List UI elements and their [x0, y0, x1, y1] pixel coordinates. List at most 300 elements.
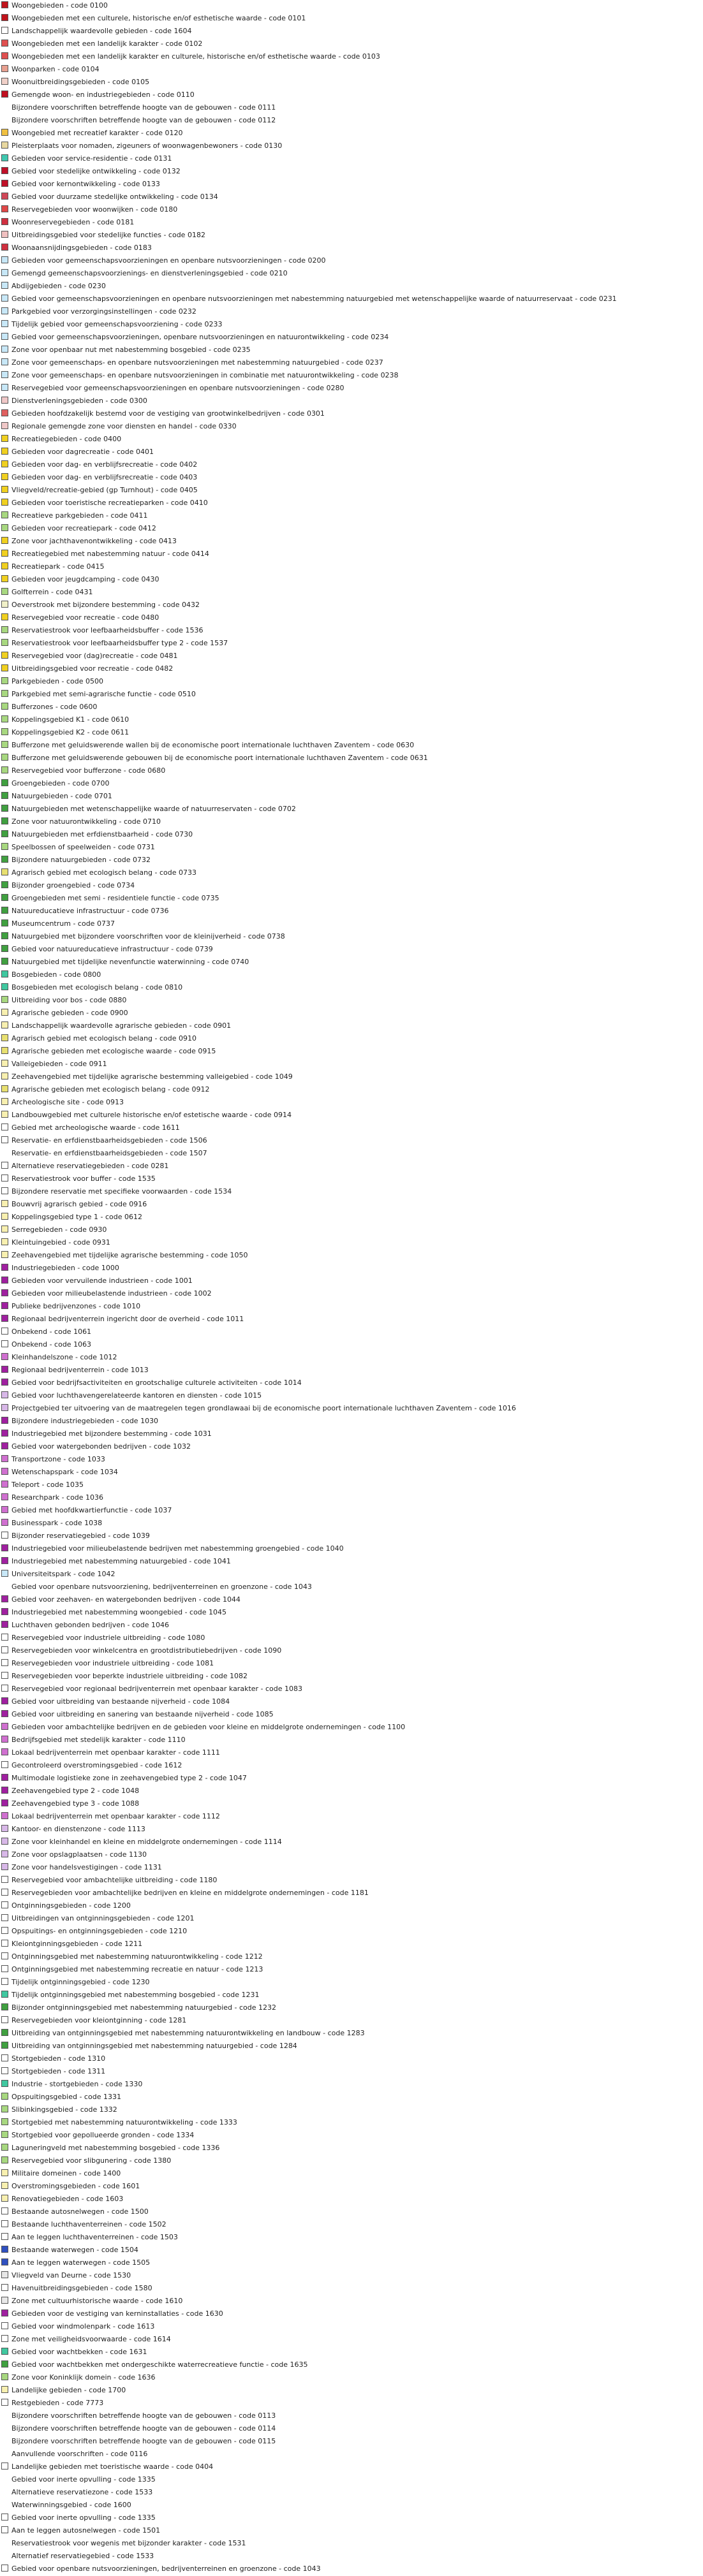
legend-swatch-icon: [1, 639, 8, 646]
legend-item: [0, 242, 703, 254]
legend-item-label: Regionaal bedrijventerrein ingericht door de overheid - code 1011: [11, 1315, 244, 1323]
legend-item: [0, 969, 703, 981]
legend-swatch-icon: [1, 588, 8, 595]
legend-item: [0, 166, 703, 177]
legend-item: [0, 1301, 703, 1312]
legend-item-label: Industriegebied met bijzondere bestemming - code 1031: [11, 1430, 212, 1438]
legend-item-label: Overstromingsgebieden - code 1601: [11, 2182, 140, 2190]
legend-item: [0, 2270, 703, 2281]
legend-item: [0, 26, 703, 37]
legend-item: [0, 1262, 703, 1274]
legend-item: [0, 1224, 703, 1236]
legend-item-label: Industrie - stortgebieden - code 1330: [11, 2080, 143, 2088]
legend-item: [0, 230, 703, 241]
legend-swatch-icon: [1, 1404, 8, 1411]
legend-item: [0, 1887, 703, 1899]
legend-item-label: Bufferzone met geluidswerende gebouwen bij de economische poort internationale luchthaven Zaventem - code 0631: [11, 754, 428, 762]
legend-swatch-icon: [1, 945, 8, 952]
legend-item: [0, 650, 703, 662]
legend-item-label: Zone met veiligheidsvoorwaarde - code 1614: [11, 2335, 171, 2343]
legend-swatch-icon: [1, 1111, 8, 1118]
legend-item-label: Gebied voor uitbreiding van bestaande nijverheid - code 1084: [11, 1697, 230, 1706]
legend-item-label: Speelbossen of speelweiden - code 0731: [11, 843, 155, 851]
legend-swatch-icon: [1, 1468, 8, 1475]
legend-swatch-icon: [1, 142, 8, 149]
legend-item-label: Reservegebieden voor industriele uitbreiding - code 1081: [11, 1659, 214, 1667]
legend-swatch-icon: [1, 40, 8, 47]
legend-item-label: Zone voor gemeenschaps- en openbare nutsvoorzieningen in combinatie met natuurontwikkeling - code 0238: [11, 371, 399, 379]
legend-item: [0, 2028, 703, 2039]
legend-swatch-icon: [1, 116, 8, 123]
legend-item: [0, 1467, 703, 1478]
legend-item-label: Wetenschapspark - code 1034: [11, 1468, 118, 1476]
legend-item: [0, 2015, 703, 2026]
legend-swatch-icon: [1, 1710, 8, 1717]
legend-item-label: Abdijgebieden - code 0230: [11, 282, 106, 290]
legend-swatch-icon: [1, 2105, 8, 2112]
legend-item: [0, 1505, 703, 1516]
legend-item: [0, 1964, 703, 1975]
legend-item: [0, 816, 703, 828]
legend-item: [0, 663, 703, 675]
legend-item: [0, 574, 703, 585]
legend-item-label: Tijdelijk ontginningsgebied - code 1230: [11, 1978, 150, 1986]
legend-swatch-icon: [1, 2042, 8, 2049]
legend-item-label: Bestaande luchthaventerreinen - code 1502: [11, 2220, 166, 2228]
legend-item-label: Gebied voor luchthavengerelateerde kantoren en diensten - code 1015: [11, 1391, 262, 1400]
legend-swatch-icon: [1, 932, 8, 939]
legend-item-label: Havenuitbreidingsgebieden - code 1580: [11, 2284, 152, 2292]
legend-swatch-icon: [1, 766, 8, 773]
legend-swatch-icon: [1, 1391, 8, 1398]
legend-item-label: Zone voor openbaar nut met nabestemming bosgebied - code 0235: [11, 346, 251, 354]
legend-item-label: Vliegveld/recreatie-gebied (gp Turnhout) - code 0405: [11, 486, 198, 494]
legend-item: [0, 1352, 703, 1363]
legend-item: [0, 740, 703, 751]
legend-item-label: Zone voor opslagplaatsen - code 1130: [11, 1850, 147, 1859]
legend-item: [0, 319, 703, 330]
legend-item-label: Transportzone - code 1033: [11, 1455, 105, 1463]
legend-item: [0, 115, 703, 126]
legend-item-label: Aan te leggen autosnelwegen - code 1501: [11, 2526, 161, 2535]
legend-item-label: Gebieden voor dagrecreatie - code 0401: [11, 448, 154, 456]
legend-item: [0, 332, 703, 343]
legend-item-label: Kantoor- en dienstenzone - code 1113: [11, 1825, 145, 1833]
legend-swatch-icon: [1, 601, 8, 608]
legend-swatch-icon: [1, 1021, 8, 1028]
legend-swatch-icon: [1, 1175, 8, 1182]
legend-item-label: Archeologische site - code 0913: [11, 1098, 124, 1106]
legend-swatch-icon: [1, 958, 8, 965]
legend-item: [0, 1926, 703, 1937]
legend-item-label: Gebied voor gemeenschapsvoorzieningen en openbare nutsvoorzieningen met nabestemming natuurgebied met wetenschappelijke waarde of natuurreservaat - code 0231: [11, 295, 617, 303]
legend-item: [0, 561, 703, 573]
legend-item: [0, 2117, 703, 2128]
legend-item-label: Landbouwgebied met culturele historische en/of estetische waarde - code 0914: [11, 1111, 292, 1119]
legend-item-label: Bijzondere industriegebieden - code 1030: [11, 1417, 159, 1425]
legend-swatch-icon: [1, 2437, 8, 2444]
legend-swatch-icon: [1, 2335, 8, 2342]
legend-item: [0, 2448, 703, 2460]
legend-item: [0, 2499, 703, 2511]
legend-item-label: Reservegebied voor bufferzone - code 0680: [11, 766, 166, 775]
legend-item: [0, 1977, 703, 1988]
legend-swatch-icon: [1, 983, 8, 990]
legend-swatch-icon: [1, 1723, 8, 1730]
legend-swatch-icon: [1, 1417, 8, 1424]
legend-swatch-icon: [1, 2386, 8, 2393]
legend-item: [0, 2359, 703, 2371]
legend-swatch-icon: [1, 1264, 8, 1271]
legend-swatch-icon: [1, 907, 8, 914]
legend-item: [0, 2474, 703, 2485]
legend-swatch-icon: [1, 1085, 8, 1092]
legend-swatch-icon: [1, 1646, 8, 1653]
legend-swatch-icon: [1, 2501, 8, 2508]
legend-item: [0, 140, 703, 152]
legend-item: [0, 1569, 703, 1580]
legend-item-label: Restgebieden - code 7773: [11, 2399, 104, 2407]
legend-swatch-icon: [1, 1277, 8, 1284]
legend-item-label: Agrarisch gebied met ecologisch belang - code 0733: [11, 868, 197, 877]
legend-item: [0, 1288, 703, 1299]
legend-item-label: Stortgebied voor gepollueerde gronden - code 1334: [11, 2131, 195, 2139]
legend-item: [0, 2168, 703, 2179]
legend-item-label: Teleport - code 1035: [11, 1481, 84, 1489]
legend-item-label: Gebied voor kernontwikkeling - code 0133: [11, 180, 160, 188]
legend-swatch-icon: [1, 1838, 8, 1845]
legend-item-label: Natuurgebied met bijzondere voorschriften voor de kleinijverheid - code 0738: [11, 932, 285, 940]
legend-item-label: Uitbreidingen van ontginningsgebieden - code 1201: [11, 1914, 195, 1922]
legend-swatch-icon: [1, 1570, 8, 1577]
legend-item-label: Reservegebieden voor winkelcentra en grootdistributiebedrijven - code 1090: [11, 1646, 282, 1655]
legend-item: [0, 2283, 703, 2294]
legend-item: [0, 38, 703, 50]
legend-swatch-icon: [1, 856, 8, 863]
legend-item-label: Natuurgebieden met erfdienstbaarheid - code 0730: [11, 830, 193, 838]
legend-swatch-icon: [1, 1289, 8, 1296]
legend-swatch-icon: [1, 2526, 8, 2533]
legend-item-label: Stortgebieden - code 1310: [11, 2054, 106, 2063]
legend-item-label: Reservegebied voor gemeenschapsvoorzieningen en openbare nutsvoorzieningen - code 0280: [11, 384, 344, 392]
legend-item-label: Gecontroleerd overstromingsgebied - code 1612: [11, 1761, 182, 1769]
legend-item: [0, 306, 703, 318]
legend-item-label: Onbekend - code 1063: [11, 1340, 92, 1349]
legend-item-label: Gebied voor duurzame stedelijke ontwikkeling - code 0134: [11, 193, 218, 201]
legend-item: [0, 1428, 703, 1440]
legend-swatch-icon: [1, 103, 8, 110]
legend-item: [0, 1173, 703, 1185]
legend-swatch-icon: [1, 422, 8, 429]
legend-swatch-icon: [1, 2246, 8, 2253]
legend-item: [0, 918, 703, 930]
legend-item-label: Gebieden voor dag- en verblijfsrecreatie - code 0403: [11, 473, 198, 481]
legend-item: [0, 2372, 703, 2383]
legend-item: [0, 383, 703, 394]
legend-item-label: Dienstverleningsgebieden - code 0300: [11, 397, 147, 405]
legend-item-label: Bestaande autosnelwegen - code 1500: [11, 2207, 149, 2216]
legend-item: [0, 867, 703, 879]
legend-swatch-icon: [1, 2399, 8, 2406]
legend-swatch-icon: [1, 435, 8, 442]
legend-item: [0, 1760, 703, 1771]
legend-swatch-icon: [1, 1366, 8, 1373]
legend-swatch-icon: [1, 1876, 8, 1883]
legend-item-label: Koppelingsgebied K2 - code 0611: [11, 728, 130, 736]
legend-swatch-icon: [1, 2003, 8, 2010]
legend-item-label: Woonparken - code 0104: [11, 65, 100, 73]
legend-item-label: Reservegebied voor ambachtelijke uitbreiding - code 1180: [11, 1876, 218, 1884]
legend-swatch-icon: [1, 1965, 8, 1972]
legend-item-label: Tijdelijk ontginningsgebied met nabestemming bosgebied - code 1231: [11, 1991, 260, 1999]
legend-item-label: Natuurgebied met tijdelijke nevenfunctie waterwinning - code 0740: [11, 958, 249, 966]
legend-item-label: Uitbreiding voor bos - code 0880: [11, 996, 127, 1004]
legend-item: [0, 536, 703, 547]
legend-item: [0, 587, 703, 598]
legend-swatch-icon: [1, 2016, 8, 2023]
legend-item: [0, 1390, 703, 1401]
legend-item-label: Slibinkingsgebied - code 1332: [11, 2105, 117, 2114]
legend-swatch-icon: [1, 2029, 8, 2036]
legend-item: [0, 2244, 703, 2256]
legend-item-label: Aanvullende voorschriften - code 0116: [11, 2450, 148, 2458]
legend-item: [0, 1033, 703, 1044]
legend-swatch-icon: [1, 1340, 8, 1347]
legend-item: [0, 2385, 703, 2396]
legend-item: [0, 1734, 703, 1746]
legend-swatch-icon: [1, 1060, 8, 1067]
legend-item-label: Uitbreiding van ontginningsgebied met nabestemming natuurontwikkeling en landbouw - code 1283: [11, 2029, 365, 2037]
legend-item-label: Reservegebieden voor kleiontginning - code 1281: [11, 2016, 187, 2024]
legend-item: [0, 255, 703, 267]
legend-swatch-icon: [1, 2411, 8, 2419]
legend-swatch-icon: [1, 1608, 8, 1615]
legend-item: [0, 842, 703, 853]
legend-item-label: Aan te leggen luchthaventerreinen - code 1503: [11, 2233, 178, 2241]
legend-swatch-icon: [1, 256, 8, 263]
legend-item: [0, 944, 703, 955]
legend-item-label: Businesspark - code 1038: [11, 1519, 103, 1527]
legend-swatch-icon: [1, 1863, 8, 1870]
legend-swatch-icon: [1, 1098, 8, 1105]
legend-item-label: Opspuitings- en ontginningsgebieden - code 1210: [11, 1927, 188, 1935]
legend-swatch-icon: [1, 52, 8, 59]
legend-item-label: Zone voor kleinhandel en kleine en middelgrote ondernemingen - code 1114: [11, 1838, 282, 1846]
legend-item-label: Groengebieden - code 0700: [11, 779, 110, 787]
legend-item-label: Groengebieden met semi - residentiele functie - code 0735: [11, 894, 219, 902]
legend-item-label: Bijzonder groengebied - code 0734: [11, 881, 135, 889]
legend-item: [0, 1314, 703, 1325]
legend-swatch-icon: [1, 1481, 8, 1488]
legend-swatch-icon: [1, 409, 8, 416]
legend-item-label: Woongebied met recreatief karakter - code 0120: [11, 129, 183, 137]
legend-item-label: Serregebieden - code 0930: [11, 1226, 107, 1234]
legend-swatch-icon: [1, 231, 8, 238]
legend-item: [0, 1518, 703, 1529]
legend-swatch-icon: [1, 307, 8, 314]
legend-item-label: Bufferzone met geluidswerende wallen bij de economische poort internationale luchthaven Zaventem - code 0630: [11, 741, 415, 749]
legend-swatch-icon: [1, 613, 8, 620]
legend-swatch-icon: [1, 817, 8, 824]
legend-item: [0, 1020, 703, 1032]
legend-item-label: Woonreservegebieden - code 0181: [11, 218, 135, 226]
legend-item: [0, 1211, 703, 1223]
legend-item: [0, 829, 703, 840]
legend-item: [0, 1058, 703, 1070]
legend-item-label: Woongebieden - code 0100: [11, 1, 108, 10]
legend-item: [0, 1849, 703, 1861]
legend-item: [0, 268, 703, 279]
legend-item-label: Stortgebieden - code 1311: [11, 2067, 106, 2075]
legend-item: [0, 880, 703, 891]
legend-item: [0, 1683, 703, 1695]
legend-item-label: Gebieden voor vervuilende industrieen - code 1001: [11, 1277, 193, 1285]
legend-item-label: Gebied voor natuureducatieve infrastructuur - code 0739: [11, 945, 213, 953]
legend-item: [0, 638, 703, 649]
legend-item-label: Gebieden voor service-residentie - code 0131: [11, 154, 172, 163]
legend-swatch-icon: [1, 27, 8, 34]
legend-swatch-icon: [1, 805, 8, 812]
legend-item-label: Kleiontginningsgebieden - code 1211: [11, 1940, 143, 1948]
legend-item-label: Bijzonder reservatiegebied - code 1039: [11, 1532, 150, 1540]
legend-item-label: Zone voor handelsvestigingen - code 1131: [11, 1863, 162, 1871]
legend-item: [0, 293, 703, 305]
legend-swatch-icon: [1, 1047, 8, 1054]
legend-item: [0, 2563, 703, 2575]
legend-item-label: Reservatiestrook voor wegenis met bijzonder karakter - code 1531: [11, 2539, 246, 2547]
legend-swatch-icon: [1, 1315, 8, 1322]
legend-item: [0, 281, 703, 292]
legend-item: [0, 1900, 703, 1912]
legend-swatch-icon: [1, 2207, 8, 2214]
legend-item-label: Alternatief reservatiegebied - code 1533: [11, 2552, 154, 2560]
legend-swatch-icon: [1, 1430, 8, 1437]
legend-swatch-icon: [1, 1213, 8, 1220]
legend-swatch-icon: [1, 1136, 8, 1143]
legend-swatch-icon: [1, 537, 8, 544]
legend-item: [0, 1046, 703, 1057]
legend-swatch-icon: [1, 1034, 8, 1041]
legend-item-label: Luchthaven gebonden bedrijven - code 1046: [11, 1621, 169, 1629]
legend-item: [0, 2295, 703, 2307]
legend-swatch-icon: [1, 1379, 8, 1386]
legend-item: [0, 89, 703, 101]
legend-swatch-icon: [1, 1761, 8, 1768]
legend-swatch-icon: [1, 1825, 8, 1832]
legend-item-label: Pleisterplaats voor nomaden, zigeuners of woonwagenbewoners - code 0130: [11, 142, 283, 150]
legend-item-label: Gebieden voor toeristische recreatieparken - code 0410: [11, 499, 208, 507]
legend-item: [0, 1122, 703, 1134]
legend-swatch-icon: [1, 792, 8, 799]
legend-item: [0, 1160, 703, 1172]
legend-item: [0, 701, 703, 713]
legend-item-label: Woonaansnijdingsgebieden - code 0183: [11, 244, 152, 252]
legend-swatch-icon: [1, 970, 8, 977]
legend-swatch-icon: [1, 1952, 8, 1959]
legend-swatch-icon: [1, 664, 8, 671]
legend-item-label: Ontginningsgebieden - code 1200: [11, 1901, 131, 1910]
legend-swatch-icon: [1, 1774, 8, 1781]
legend-item: [0, 2461, 703, 2473]
legend-swatch-icon: [1, 2080, 8, 2087]
legend-item-label: Lokaal bedrijventerrein met openbaar karakter - code 1112: [11, 1812, 220, 1820]
legend-item-label: Landelijke gebieden met toeristische waarde - code 0404: [11, 2463, 214, 2471]
legend-item: [0, 357, 703, 369]
legend-item-label: Landschappelijk waardevolle gebieden - code 1604: [11, 27, 192, 35]
legend-swatch-icon: [1, 2054, 8, 2061]
legend-item: [0, 2334, 703, 2345]
legend-item: [0, 1556, 703, 1567]
legend-swatch-icon: [1, 1583, 8, 1590]
legend-item: [0, 1798, 703, 1810]
legend-item-label: Recreatieve parkgebieden - code 0411: [11, 511, 148, 520]
legend-item: [0, 1671, 703, 1682]
legend-item-label: Woongebieden met een culturele, historische en/of esthetische waarde - code 0101: [11, 14, 306, 22]
legend-item-label: Industriegebied voor milieubelastende bedrijven met nabestemming groengebied - code 1040: [11, 1544, 344, 1553]
legend-item-label: Golfterrein - code 0431: [11, 588, 93, 596]
legend-item: [0, 510, 703, 522]
legend-item-label: Woongebieden met een landelijk karakter - code 0102: [11, 40, 203, 48]
legend-item-label: Gebied voor gemeenschapsvoorzieningen, openbare nutsvoorzieningen en natuurontwikkeling - code 0234: [11, 333, 389, 341]
legend-swatch-icon: [1, 1659, 8, 1666]
legend-swatch-icon: [1, 2220, 8, 2227]
legend-item-label: Gebied voor zeehaven- en watergebonden bedrijven - code 1044: [11, 1595, 241, 1604]
legend-item: [0, 1237, 703, 1248]
legend-swatch-icon: [1, 1162, 8, 1169]
legend-swatch-icon: [1, 881, 8, 888]
legend-item: [0, 1709, 703, 1720]
legend-item: [0, 1071, 703, 1083]
legend-item: [0, 1632, 703, 1644]
legend-item-label: Gebied voor watergebonden bedrijven - code 1032: [11, 1442, 191, 1451]
legend-swatch-icon: [1, 1123, 8, 1131]
legend-item: [0, 1250, 703, 1261]
legend-swatch-icon: [1, 2322, 8, 2329]
legend-item: [0, 1951, 703, 1963]
legend-item: [0, 752, 703, 764]
legend-swatch-icon: [1, 2297, 8, 2304]
legend-item-label: Reservegebied voor (dag)recreatie - code 0481: [11, 652, 178, 660]
legend-item-label: Ontginningsgebied met nabestemming natuurontwikkeling - code 1212: [11, 1952, 263, 1961]
legend-swatch-icon: [1, 2169, 8, 2176]
legend-item: [0, 1645, 703, 1657]
legend-swatch-icon: [1, 1914, 8, 1921]
legend-item-label: Zone voor Koninklijk domein - code 1636: [11, 2373, 156, 2382]
legend-item: [0, 612, 703, 624]
legend-item-label: Industriegebied met nabestemming woongebied - code 1045: [11, 1608, 227, 1616]
legend-swatch-icon: [1, 91, 8, 98]
legend-item-label: Reservatiestrook voor leefbaarheidsbuffer - code 1536: [11, 626, 204, 634]
legend-item-label: Zeehavengebied met tijdelijke agrarische bestemming - code 1050: [11, 1251, 248, 1259]
legend-swatch-icon: [1, 754, 8, 761]
legend-item: [0, 1479, 703, 1491]
legend-swatch-icon: [1, 2373, 8, 2380]
legend-swatch-icon: [1, 715, 8, 722]
legend-swatch-icon: [1, 1685, 8, 1692]
legend-item-label: Museumcentrum - code 0737: [11, 919, 115, 928]
legend-swatch-icon: [1, 919, 8, 926]
legend-item-label: Oeverstrook met bijzondere bestemming - code 0432: [11, 601, 200, 609]
legend-swatch-icon: [1, 677, 8, 684]
legend-item: [0, 497, 703, 509]
legend-swatch-icon: [1, 626, 8, 633]
legend-item-label: Woongebieden met een landelijk karakter en culturele, historische en/of esthetische waarde - code 0103: [11, 52, 380, 61]
legend-item-label: Reservegebieden voor ambachtelijke bedrijven en kleine en middelgrote ondernemingen - code 1181: [11, 1889, 369, 1897]
legend-item: [0, 1097, 703, 1108]
legend-item: [0, 1607, 703, 1618]
legend-item: [0, 395, 703, 407]
legend-item: [0, 2104, 703, 2116]
